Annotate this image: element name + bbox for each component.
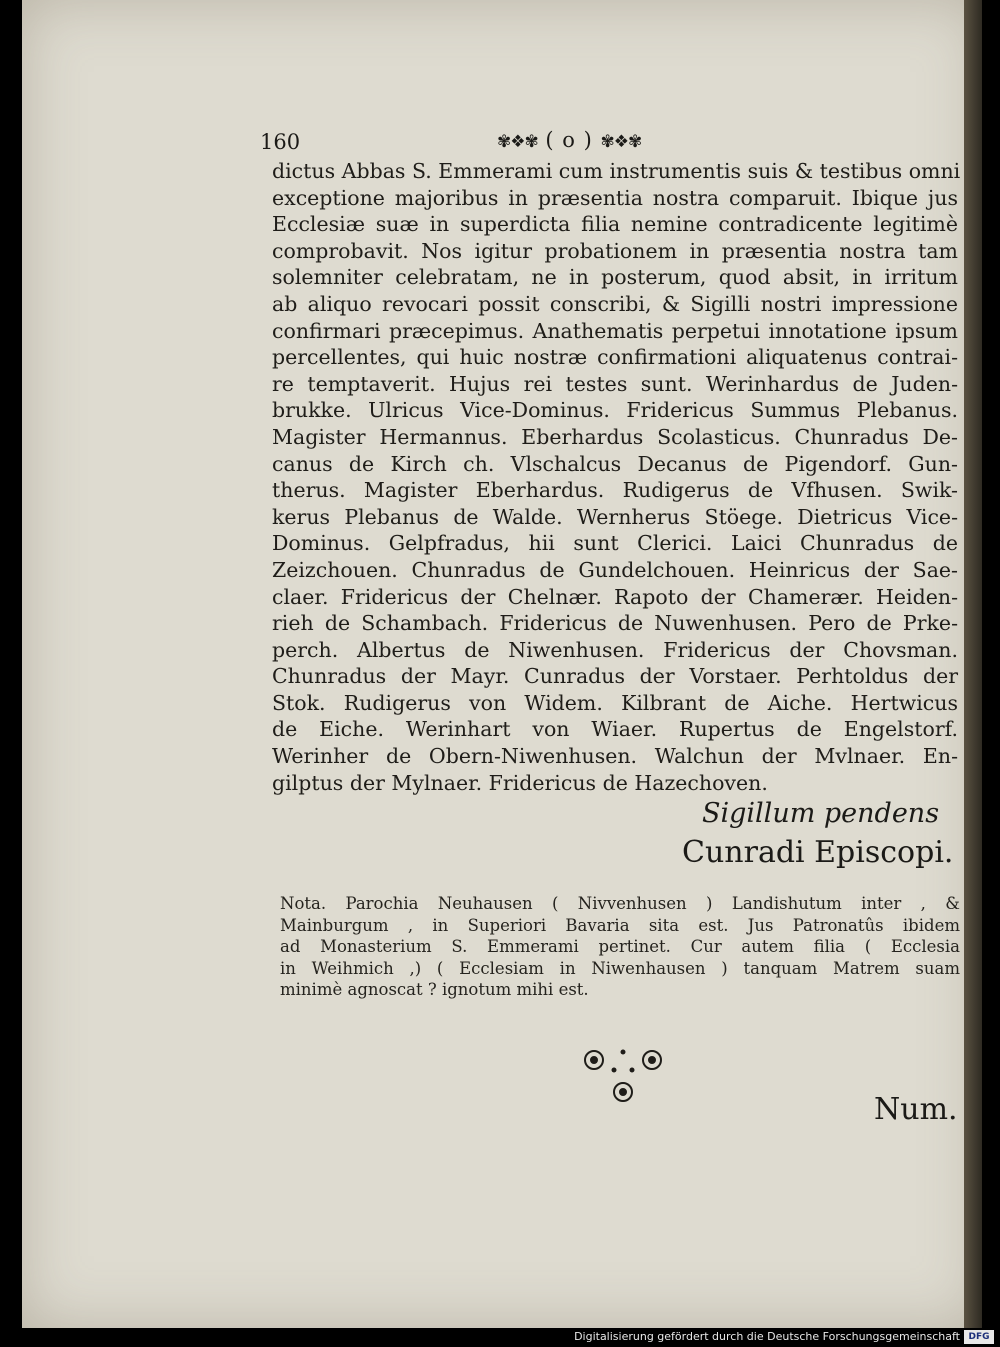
printer-flower-left-icon: ✾❖✾	[497, 132, 538, 152]
text-line: canus de Kirch ch. Vlschalcus Decanus de Pigendorf. Gun-	[272, 451, 958, 476]
charter-text	[272, 158, 961, 796]
text-line: Stok. Rudigerus von Widem. Kilbrant de Aiche. Hertwicus	[272, 690, 958, 715]
text-line: brukke. Ulricus Vice-Dominus. Fridericus Summus Plebanus.	[272, 398, 958, 423]
text-line: Dominus. Gelpfradus, hii sunt Clerici. Laici Chunradus de	[272, 531, 958, 556]
funding-credit: Digitalisierung gefördert durch die Deutsche Forschungsgemeinschaft	[574, 1330, 960, 1343]
text-line: gilptus der Mylnaer. Fridericus de Hazechoven.	[272, 770, 768, 795]
catchword: Num.	[874, 1092, 958, 1127]
text-line: de Eiche. Werinhart von Wiaer. Rupertus de Engelstorf.	[272, 717, 958, 742]
page-number: 160	[260, 130, 301, 154]
text-line: Chunradus der Mayr. Cunradus der Vorstaer. Perhtoldus der	[272, 664, 958, 689]
text-line: therus. Magister Eberhardus. Rudigerus de Vfhusen. Swik-	[272, 478, 958, 503]
text-line: Werinher de Obern-Niwenhusen. Walchun der Mvlnaer. En-	[272, 744, 958, 769]
book-page	[22, 0, 982, 1328]
text-line: exceptione majoribus in præsentia nostra comparuit. Ibique jus	[272, 185, 958, 210]
note-line: minimè agnoscat ? ignotum mihi est.	[280, 980, 589, 999]
text-line: rieh de Schambach. Fridericus de Nuwenhusen. Pero de Prke-	[272, 611, 958, 636]
tailpiece-ornament-icon	[574, 1046, 674, 1106]
running-head-text: ( o )	[545, 128, 593, 152]
note-line: in Weihmich ,) ( Ecclesiam in Niwenhausen ) tanquam Matrem suam	[280, 958, 960, 978]
text-line: solemniter celebratam, ne in posterum, quod absit, in irritum	[272, 265, 958, 290]
running-head	[497, 128, 641, 152]
page-binding-edge	[964, 0, 982, 1328]
text-line: percellentes, qui huic nostræ confirmationi aliquatenus contrai-	[272, 345, 958, 370]
printer-flower-right-icon: ✾❖✾	[600, 132, 642, 152]
text-line: perch. Albertus de Niwenhusen. Fridericus der Chovsman.	[272, 637, 958, 662]
text-line: dictus Abbas S. Emmerami cum instrumentis suis & testibus omni	[272, 159, 961, 183]
text-line: kerus Plebanus de Walde. Wernherus Stöege. Dietricus Vice-	[272, 504, 958, 529]
note-line: Nota. Parochia Neuhausen ( Nivvenhusen ) Landishutum inter , &	[280, 894, 960, 913]
digitization-footer	[0, 1328, 1000, 1347]
text-line: claer. Fridericus der Chelnær. Rapoto der Chamerær. Heiden-	[272, 584, 958, 609]
dfg-logo-icon: DFG	[964, 1330, 994, 1344]
page-header	[260, 128, 960, 160]
text-line: Zeizchouen. Chunradus de Gundelchouen. Heinricus der Sae-	[272, 557, 958, 582]
note-line: ad Monasterium S. Emmerami pertinet. Cur autem filia ( Ecclesia	[280, 937, 960, 956]
editor-note	[280, 893, 960, 1001]
seal-line-1: Sigillum pendens	[702, 798, 940, 829]
text-line: Magister Hermannus. Eberhardus Scolasticus. Chunradus De-	[272, 424, 958, 449]
text-line: Ecclesiæ suæ in superdicta filia nemine contradicente legitimè	[272, 212, 958, 237]
text-line: ab aliquo revocari possit conscribi, & Sigilli nostri impressione	[272, 291, 958, 316]
seal-line-2: Cunradi Episcopi.	[682, 835, 954, 870]
note-line: Mainburgum , in Superiori Bavaria sita est. Jus Patronatûs ibidem	[280, 915, 960, 935]
text-line: re temptaverit. Hujus rei testes sunt. Werinhardus de Juden-	[272, 371, 958, 396]
text-line: confirmari præcepimus. Anathematis perpetui innotatione ipsum	[272, 318, 958, 343]
text-line: comprobavit. Nos igitur probationem in præsentia nostra tam	[272, 238, 958, 263]
